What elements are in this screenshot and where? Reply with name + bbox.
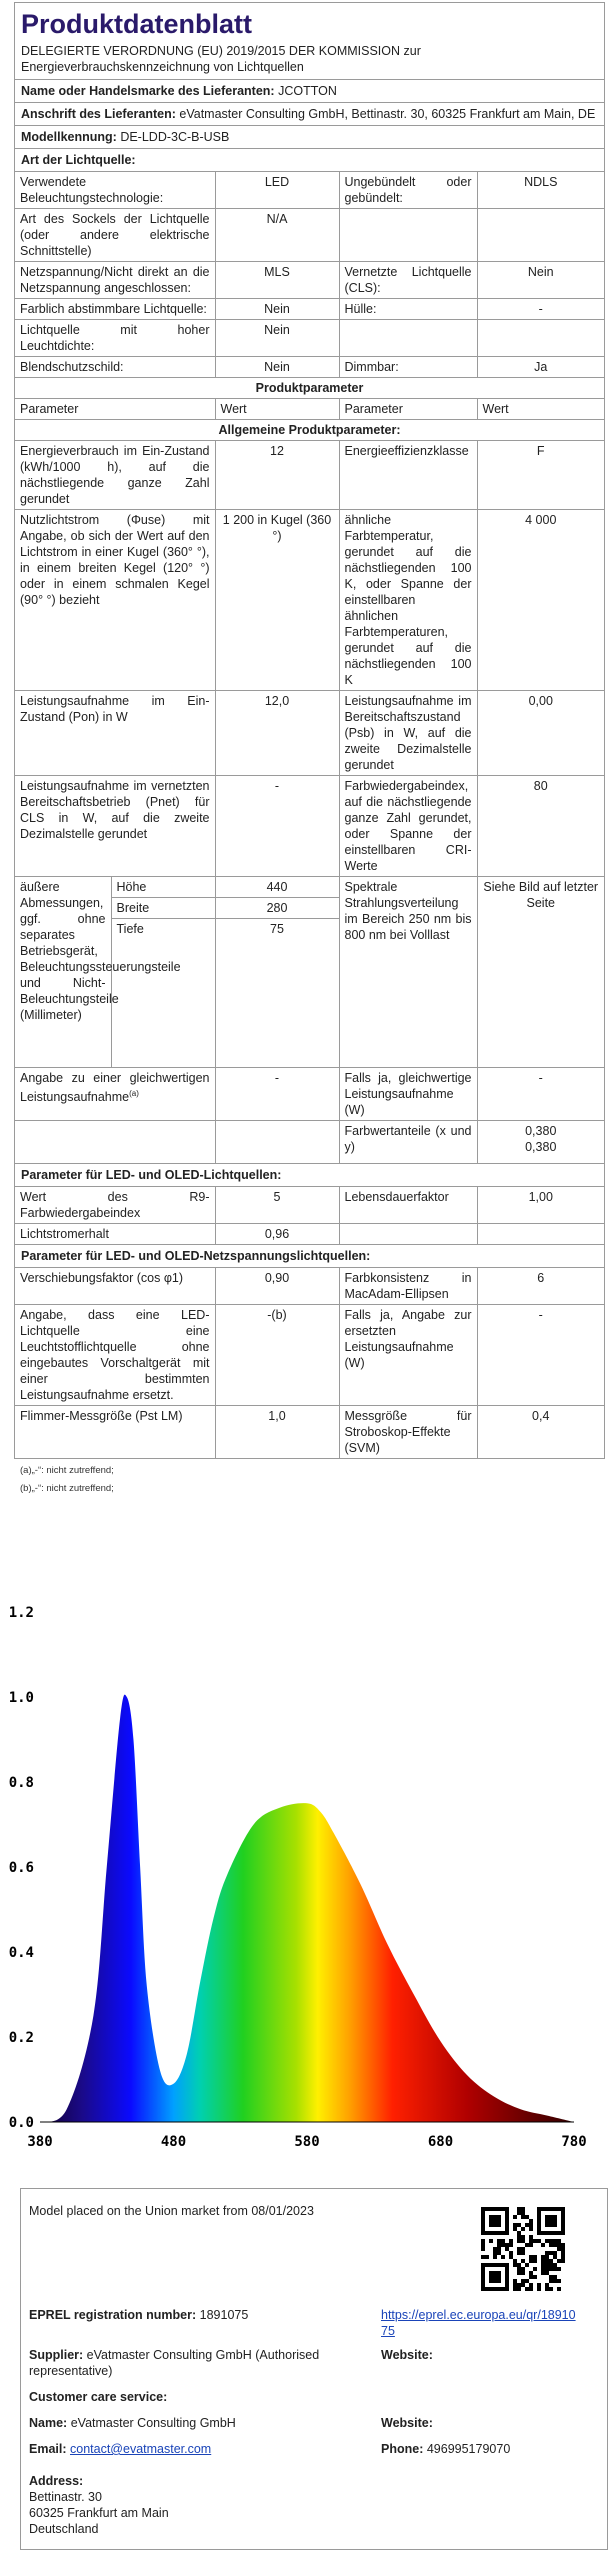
eprel-link[interactable]: https://eprel.ec.europa.eu/qr/1891075 xyxy=(381,2308,576,2338)
led-param-2: Lebensdauerfaktor xyxy=(339,1186,477,1223)
type-row xyxy=(15,320,604,357)
general-row xyxy=(15,691,604,776)
dim-width-label: Breite xyxy=(112,898,215,919)
type-row xyxy=(15,209,604,262)
net-row xyxy=(15,1267,604,1304)
general-value: 12 xyxy=(215,441,339,510)
col-header-value: Wert xyxy=(215,399,339,420)
regulation-subtitle: DELEGIERTE VERORDNUNG (EU) 2019/2015 DER KOMMISSION zur Energieverbrauchskennzeichnung von Lichtquellen xyxy=(21,44,421,74)
type-value: LED xyxy=(215,172,339,209)
customer-care-label: Customer care service: xyxy=(29,2390,168,2404)
type-value-2 xyxy=(477,209,604,262)
chromaticity-label: Farbwertanteile (x und y) xyxy=(339,1121,477,1163)
general-value: - xyxy=(215,776,339,877)
chromaticity-y: 0,380 xyxy=(525,1140,557,1154)
dim-height-label: Höhe xyxy=(112,877,215,898)
name-value: eVatmaster Consulting GmbH xyxy=(70,2416,236,2430)
address-line-3: Deutschland xyxy=(29,2522,99,2536)
product-datasheet xyxy=(14,2,605,1459)
led-value: 0,96 xyxy=(215,1223,339,1244)
equiv-power-label: Falls ja, gleichwertige Leistungsaufnahme (W) xyxy=(339,1068,477,1121)
dimensions-label: äußere Abmessungen, ggf. ohne separates Betriebsgerät, Beleuchtungssteuerungsteile und Nicht-Beleuchtungsteile (Millimeter) xyxy=(20,880,181,1022)
led-param-2 xyxy=(339,1223,477,1244)
general-row xyxy=(15,776,604,877)
model-value: DE-LDD-3C-B-USB xyxy=(120,130,230,144)
x-tick-label: 780 xyxy=(561,2134,587,2150)
y-tick-label: 1.2 xyxy=(8,1605,34,1621)
led-row xyxy=(15,1223,604,1244)
led-value: 5 xyxy=(215,1186,339,1223)
general-param-2: Energieeffizienzklasse xyxy=(339,441,477,510)
net-value-2: 6 xyxy=(477,1267,604,1304)
led-value-2: 1,00 xyxy=(477,1186,604,1223)
net-value: -(b) xyxy=(215,1304,339,1405)
eprel-reg-value: 1891075 xyxy=(199,2308,249,2322)
phone-label: Phone: xyxy=(381,2442,424,2456)
net-params-header: Parameter für LED- und OLED-Netzspannungslichtquellen: xyxy=(15,1244,604,1267)
type-row xyxy=(15,172,604,209)
chromaticity-x: 0,380 xyxy=(525,1124,557,1138)
general-value-2: 80 xyxy=(477,776,604,877)
type-table xyxy=(15,171,604,377)
general-row xyxy=(15,441,604,510)
equiv-label: Angabe zu einer gleichwertigen Leistungsaufnahme$^{(a)}$ xyxy=(15,1068,215,1121)
footnote-a: (a)„-“: nicht zutreffend; xyxy=(20,1465,114,1476)
spectral-value: Siehe Bild auf letzter Seite xyxy=(477,877,604,1068)
general-row xyxy=(15,510,604,691)
net-value: 1,0 xyxy=(215,1405,339,1458)
type-value-2: Nein xyxy=(477,262,604,299)
general-param-2: Leistungsaufnahme im Bereitschaftszustand (Psb) in W, auf die zweite Dezimalstelle gerundet xyxy=(339,691,477,776)
eprel-reg-label: EPREL registration number: xyxy=(29,2308,197,2322)
spectral-distribution-chart xyxy=(8,1602,600,2162)
net-value-2: 0,4 xyxy=(477,1405,604,1458)
type-row xyxy=(15,299,604,320)
general-value: 12,0 xyxy=(215,691,339,776)
type-param: Verwendete Beleuchtungstechnologie: xyxy=(15,172,215,209)
type-row xyxy=(15,357,604,378)
trademark-value: JCOTTON xyxy=(278,84,337,98)
params-header: Produktparameter xyxy=(15,377,604,398)
y-tick-label: 0.6 xyxy=(8,1860,34,1876)
type-value: MLS xyxy=(215,262,339,299)
type-param-2 xyxy=(339,209,477,262)
name-label: Name: xyxy=(29,2416,68,2430)
eprel-info-card xyxy=(20,2188,608,2550)
type-value-2: - xyxy=(477,299,604,320)
type-param: Blendschutzschild: xyxy=(15,357,215,378)
led-table xyxy=(15,1186,604,1244)
y-tick-label: 1.0 xyxy=(8,1690,34,1706)
type-value: Nein xyxy=(215,357,339,378)
type-value-2 xyxy=(477,320,604,357)
col-header-parameter: Parameter xyxy=(15,399,215,420)
trademark-label: Name oder Handelsmarke des Lieferanten: xyxy=(21,84,275,98)
net-param: Verschiebungsfaktor (cos φ1) xyxy=(15,1267,215,1304)
equiv-value: - xyxy=(215,1068,339,1121)
type-value: N/A xyxy=(215,209,339,262)
address-label: Anschrift des Lieferanten: xyxy=(21,107,176,121)
dim-width-value: 280 xyxy=(216,898,339,919)
qr-code-icon[interactable] xyxy=(481,2207,565,2291)
type-value-2: NDLS xyxy=(477,172,604,209)
footnote-b: (b)„-“: nicht zutreffend; xyxy=(20,1483,114,1494)
net-param-2: Falls ja, Angabe zur ersetzten Leistungsaufnahme (W) xyxy=(339,1304,477,1405)
general-table xyxy=(15,440,604,1163)
led-param: Wert des R9-Farbwiedergabeindex xyxy=(15,1186,215,1223)
y-tick-label: 0.8 xyxy=(8,1775,34,1791)
net-param: Flimmer-Messgröße (Pst LM) xyxy=(15,1405,215,1458)
type-value: Nein xyxy=(215,320,339,357)
type-value-2: Ja xyxy=(477,357,604,378)
y-tick-label: 0.0 xyxy=(8,2115,34,2131)
website-label: Website: xyxy=(381,2348,433,2362)
type-row xyxy=(15,262,604,299)
type-param-2 xyxy=(339,320,477,357)
spectral-label: Spektrale Strahlungsverteilung im Bereich 250 nm bis 800 nm bei Volllast xyxy=(339,877,477,1068)
address-line-2: 60325 Frankfurt am Main xyxy=(29,2506,169,2520)
net-value: 0,90 xyxy=(215,1267,339,1304)
general-param-2: Farbwiedergabeindex, auf die nächstliegende ganze Zahl gerundet, oder Spanne der einstellbaren CRI-Werte xyxy=(339,776,477,877)
dimensions-cell xyxy=(15,877,215,1068)
supplier-value: eVatmaster Consulting GmbH (Authorised representative) xyxy=(29,2348,320,2378)
market-date-text: Model placed on the Union market from 08/01/2023 xyxy=(29,2204,314,2218)
type-param: Art des Sockels der Lichtquelle (oder andere elektrische Schnittstelle) xyxy=(15,209,215,262)
net-param-2: Messgröße für Stroboskop-Effekte (SVM) xyxy=(339,1405,477,1458)
general-params-header: Allgemeine Produktparameter: xyxy=(15,419,604,440)
type-param-2: Vernetzte Lichtquelle (CLS): xyxy=(339,262,477,299)
address-card-label: Address: xyxy=(29,2474,84,2488)
net-param-2: Farbkonsistenz in MacAdam-Ellipsen xyxy=(339,1267,477,1304)
x-tick-label: 580 xyxy=(294,2134,320,2150)
y-tick-label: 0.2 xyxy=(8,2030,34,2046)
led-param: Lichtstromerhalt xyxy=(15,1223,215,1244)
address-row xyxy=(15,102,604,125)
model-label: Modellkennung: xyxy=(21,130,117,144)
model-row xyxy=(15,125,604,148)
email-link[interactable]: contact@evatmaster.com xyxy=(70,2442,212,2456)
equiv-footnote-ref: (a) xyxy=(129,1089,139,1098)
type-header: Art der Lichtquelle: xyxy=(15,148,604,171)
general-param: Leistungsaufnahme im vernetzten Bereitschaftsbetrieb (Pnet) für CLS in W, auf die zweite Dezimalstelle gerundet xyxy=(15,776,215,877)
general-param: Energieverbrauch im Ein-Zustand (kWh/1000 h), auf die nächstliegende ganze Zahl gerundet xyxy=(15,441,215,510)
net-table xyxy=(15,1267,604,1458)
general-value: 1 200 in Kugel (360 °) xyxy=(215,510,339,691)
type-param: Farblich abstimmbare Lichtquelle: xyxy=(15,299,215,320)
general-param-2: ähnliche Farbtemperatur, gerundet auf die nächstliegenden 100 K, oder Spanne der einstellbaren ähnlichen Farbtemperaturen, gerundet auf die nächstliegenden 100 K xyxy=(339,510,477,691)
net-row xyxy=(15,1304,604,1405)
dim-depth-value: 75 xyxy=(270,922,284,936)
led-params-header: Parameter für LED- und OLED-Lichtquellen: xyxy=(15,1163,604,1186)
general-value-2: 0,00 xyxy=(477,691,604,776)
trademark-row xyxy=(15,79,604,102)
phone-value: 496995179070 xyxy=(426,2442,511,2456)
net-value-2: - xyxy=(477,1304,604,1405)
x-tick-label: 680 xyxy=(427,2134,454,2150)
led-row xyxy=(15,1186,604,1223)
type-param: Lichtquelle mit hoher Leuchtdichte: xyxy=(15,320,215,357)
address-value: eVatmaster Consulting GmbH, Bettinastr. 30, 60325 Frankfurt am Main, DE xyxy=(179,107,596,121)
dim-depth-label: Tiefe xyxy=(116,922,144,936)
net-row xyxy=(15,1405,604,1458)
equiv-power-value: - xyxy=(477,1068,604,1121)
type-param-2: Dimmbar: xyxy=(339,357,477,378)
email-label: Email: xyxy=(29,2442,67,2456)
y-tick-label: 0.4 xyxy=(8,1945,34,1961)
type-param-2: Ungebündelt oder gebündelt: xyxy=(339,172,477,209)
net-param: Angabe, dass eine LED-Lichtquelle eine Leuchtstofflichtquelle ohne eingebautes Vorschaltgerät mit einer bestimmten Leistungsaufnahme ersetzt. xyxy=(15,1304,215,1405)
x-tick-label: 480 xyxy=(160,2134,187,2150)
dim-height-value: 440 xyxy=(216,877,339,898)
column-headers xyxy=(15,398,604,419)
type-value: Nein xyxy=(215,299,339,320)
spectrum-area xyxy=(40,1695,574,2122)
general-value-2: 4 000 xyxy=(477,510,604,691)
general-param: Nutzlichtstrom (Φuse) mit Angabe, ob sich der Wert auf den Lichtstrom in einer Kugel (360° °), in einem breiten Kegel (120° °) oder in einem schmalen Kegel (90° °) bezieht xyxy=(15,510,215,691)
col-header-parameter-2: Parameter xyxy=(339,399,477,420)
led-value-2 xyxy=(477,1223,604,1244)
type-param: Netzspannung/Nicht direkt an die Netzspannung angeschlossen: xyxy=(15,262,215,299)
col-header-value-2: Wert xyxy=(477,399,604,420)
general-param: Leistungsaufnahme im Ein-Zustand (Pon) in W xyxy=(15,691,215,776)
x-tick-label: 380 xyxy=(27,2134,53,2150)
website-label-2: Website: xyxy=(381,2416,433,2430)
page-title: Produktdatenblatt xyxy=(21,9,253,39)
general-value-2: F xyxy=(477,441,604,510)
supplier-label: Supplier: xyxy=(29,2348,84,2362)
address-line-1: Bettinastr. 30 xyxy=(29,2490,102,2504)
type-param-2: Hülle: xyxy=(339,299,477,320)
